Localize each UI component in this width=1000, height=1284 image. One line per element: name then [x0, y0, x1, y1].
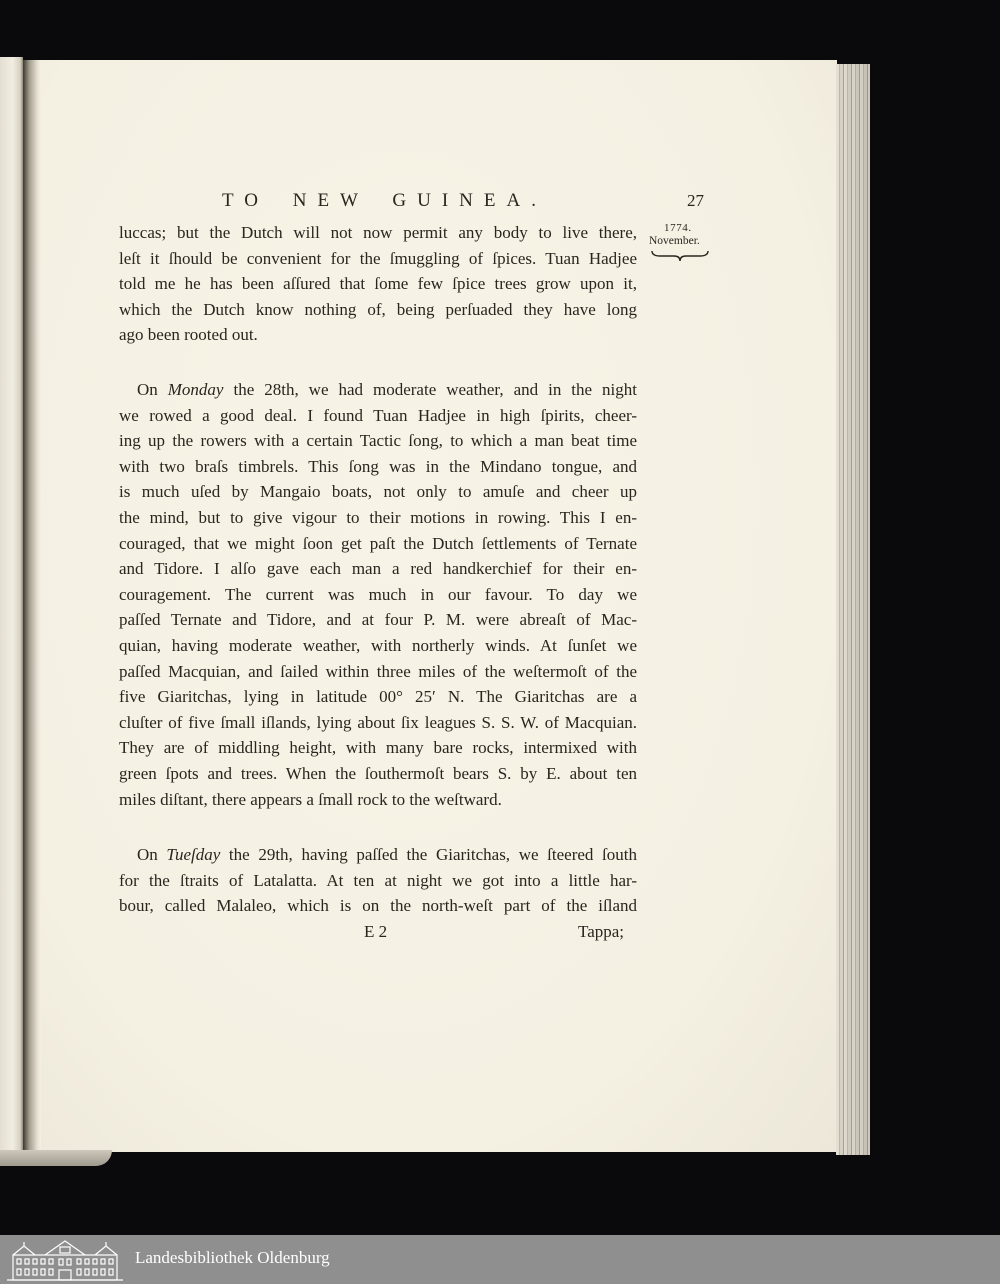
text-line: miles diſtant, there appears a ſmall rock to the weſtward. — [119, 789, 502, 809]
text-line: ing up the rowers with a certain Tactic ſong, to which a man beat time — [119, 431, 637, 451]
text-line: and Tidore. I alſo gave each man a red handkerchief for their en- — [119, 559, 637, 579]
text-line: with two braſs timbrels. This ſong was in the Mindano tongue, and — [119, 456, 637, 476]
text-line: for the ſtraits of Latalatta. At ten at night we got into a little har- — [119, 870, 637, 890]
italic-day-name: Monday — [167, 380, 224, 399]
text-line: couragement. The current was much in our favour. To day we — [119, 584, 637, 604]
text-line: we rowed a good deal. I found Tuan Hadjee in high ſpirits, cheer- — [119, 405, 637, 425]
text-line — [119, 377, 637, 403]
catchword: Tappa; — [578, 922, 625, 941]
text-line: which the Dutch know nothing of, being perſuaded they have long — [119, 299, 637, 319]
text-line: paſſed Ternate and Tidore, and at four P. M. were abreaſt of Mac- — [119, 610, 637, 630]
text-line: green ſpots and trees. When the ſouthermoſt bears S. by E. about ten — [119, 763, 637, 783]
gutter-shadow — [23, 60, 41, 1152]
page-curl — [0, 1150, 112, 1166]
paragraph — [119, 220, 637, 348]
text-line: cluſter of five ſmall iſlands, lying about ſix leagues S. S. W. of Macquian. — [119, 712, 637, 732]
text-line: quian, having moderate weather, with northerly winds. At ſunſet we — [119, 635, 637, 655]
line-text: the 29th, having paſſed the Giaritchas, we ſteered ſouth — [220, 845, 637, 864]
signature-mark: E 2 — [364, 922, 388, 941]
italic-day-name: Tueſday — [166, 845, 221, 864]
facing-page-leaf — [0, 57, 23, 1161]
text-line: luccas; but the Dutch will not now permit any body to live there, — [119, 223, 637, 242]
line-text: the 28th, we had moderate weather, and in the night — [223, 380, 638, 399]
text-line: paſſed Macquian, and ſailed within three miles of the weſtermoſt of the — [119, 661, 637, 681]
line-text: On — [137, 380, 168, 399]
text-line: They are of middling height, with many bare rocks, intermixed with — [119, 738, 637, 758]
page-edges — [836, 64, 870, 1155]
paragraph — [119, 377, 637, 812]
text-line: leſt it ſhould be convenient for the ſmuggling of ſpices. Tuan Hadjee — [119, 248, 637, 268]
text-line: bour, called Malaleo, which is on the north-weſt part of the iſland — [119, 896, 637, 916]
margin-note-month: November. — [649, 235, 700, 247]
library-building-icon — [5, 1238, 125, 1282]
text-line: ago been rooted out. — [119, 325, 258, 345]
margin-note-year: 1774. — [664, 222, 692, 234]
library-name: Landesbibliothek Oldenburg — [135, 1248, 330, 1267]
text-line: the mind, but to give vigour to their motions in rowing. This I en- — [119, 507, 637, 527]
running-head: TO NEW GUINEA. — [222, 190, 547, 211]
page-number: 27 — [687, 191, 704, 210]
text-line — [119, 842, 637, 868]
text-line: is much uſed by Mangaio boats, not only to amuſe and cheer up — [119, 482, 637, 502]
line-text: On — [137, 845, 167, 864]
text-line: couraged, that we might ſoon get paſt the Dutch ſettlements of Ternate — [119, 533, 637, 553]
paragraph — [119, 842, 637, 919]
text-line: five Giaritchas, lying in latitude 00° 25′ N. The Giaritchas are a — [119, 687, 637, 707]
text-line: told me he has been aſſured that ſome few ſpice trees grow upon it, — [119, 274, 637, 294]
curly-brace-icon — [650, 249, 710, 263]
